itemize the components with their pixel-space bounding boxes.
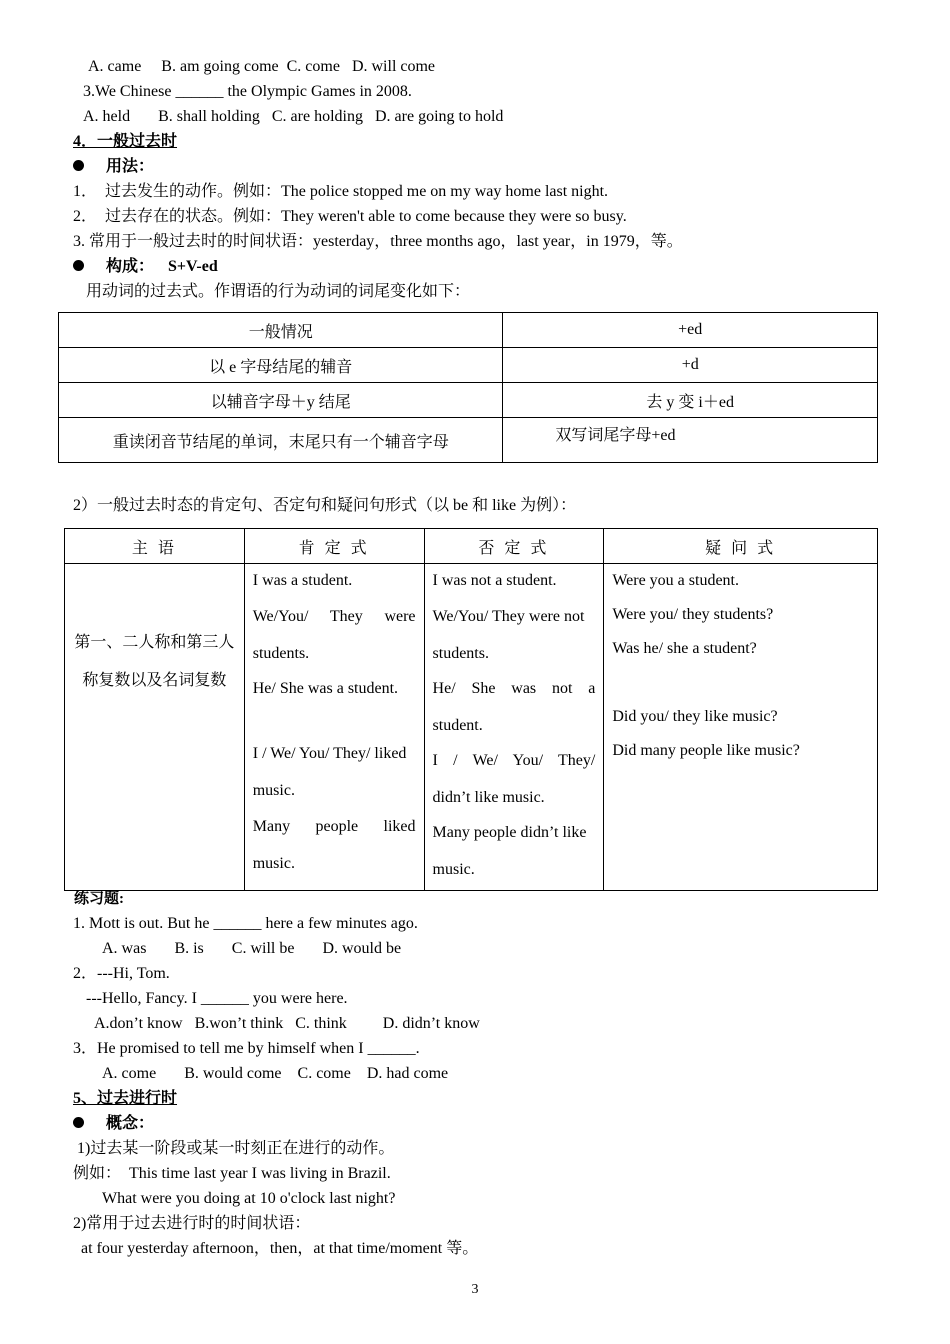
header-affirmative: 肯 定 式 xyxy=(244,529,424,564)
rule-change: +ed xyxy=(503,313,878,348)
bullet-icon xyxy=(73,1117,84,1128)
section-5-line: 2)常用于过去进行时的时间状语： xyxy=(73,1215,311,1232)
usage-label: 用法： xyxy=(106,158,155,175)
past-tense-forms-table xyxy=(64,528,878,891)
negative-line: music. xyxy=(432,861,475,878)
affirmative-line: He/ She was a student. xyxy=(252,680,399,697)
q3-options: A. held B. shall holding C. are holding D. are going to hold xyxy=(83,108,504,125)
affirmative-line: We/You/ They were xyxy=(252,608,416,625)
exercise-line: ---Hello, Fancy. I ______ you were here. xyxy=(86,990,348,1007)
exercise-line: 1. Mott is out. But he ______ here a few minutes ago. xyxy=(73,915,418,932)
form-desc: 用动词的过去式。作谓语的行为动词的词尾变化如下： xyxy=(86,283,471,300)
negative-line: I / We/ You/ They/ xyxy=(432,752,596,769)
section-5-title: 5、过去进行时 xyxy=(73,1090,178,1107)
question-line: Did you/ they like music? xyxy=(612,708,778,725)
rule-case: 以辅音字母＋y 结尾 xyxy=(59,383,503,418)
exercise-line: 3．He promised to tell me by himself when I ______. xyxy=(73,1040,420,1057)
form-label: 构成： xyxy=(106,258,155,275)
table-row xyxy=(59,383,878,418)
table-row xyxy=(59,313,878,348)
header-negative: 否 定 式 xyxy=(424,529,604,564)
subject-cell xyxy=(65,564,245,891)
q3-stem: 3.We Chinese ______ the Olympic Games in 2008. xyxy=(83,83,412,100)
bullet-icon xyxy=(73,160,84,171)
section-5-line: at four yesterday afternoon，then，at that time/moment 等。 xyxy=(81,1240,479,1257)
forms-intro: 2）一般过去时态的肯定句、否定句和疑问句形式（以 be 和 like 为例）： xyxy=(73,497,577,514)
exercise-line: 2．---Hi, Tom. xyxy=(73,965,170,982)
concept-label: 概念： xyxy=(106,1115,155,1132)
negative-line: student. xyxy=(432,717,483,734)
negative-line: didn’t like music. xyxy=(432,789,545,806)
exercise-line: A.don’t know B.won’t think C. think D. didn’t know xyxy=(94,1015,480,1032)
negative-line: students. xyxy=(432,645,489,662)
ed-rules-table xyxy=(58,312,878,463)
rule-case: 重读闭音节结尾的单词，末尾只有一个辅音字母 xyxy=(59,418,503,463)
affirmative-cell xyxy=(244,564,424,891)
rule-case: 以 e 字母结尾的辅音 xyxy=(59,348,503,383)
question-line: Was he/ she a student? xyxy=(612,640,757,657)
negative-line: He/ She was not a xyxy=(432,680,596,697)
concept-heading xyxy=(73,1114,154,1134)
negative-line: We/You/ They were not xyxy=(432,608,585,625)
question-cell xyxy=(604,564,878,891)
bullet-icon xyxy=(73,260,84,271)
table-row xyxy=(65,564,878,891)
usage-line-2: 2． 过去存在的状态。例如：They weren't able to come because they were so busy. xyxy=(73,208,627,225)
negative-cell xyxy=(424,564,604,891)
question-line: Did many people like music? xyxy=(612,742,800,759)
affirmative-line: music. xyxy=(252,782,295,799)
form-heading xyxy=(73,257,218,277)
subject-line: 第一、二人称和第三人 xyxy=(74,634,235,651)
page-number: 3 xyxy=(471,1282,479,1297)
question-line xyxy=(612,662,869,704)
table-header-row xyxy=(65,529,878,564)
negative-line: I was not a student. xyxy=(432,572,557,589)
section-4-title: 4．一般过去时 xyxy=(73,133,178,150)
affirmative-line: music. xyxy=(252,855,295,872)
affirmative-line xyxy=(253,710,416,736)
section-5-line: What were you doing at 10 o'clock last night? xyxy=(102,1190,396,1207)
question-line: Were you a student. xyxy=(612,572,739,589)
usage-heading xyxy=(73,157,154,177)
exercise-line: A. come B. would come C. come D. had come xyxy=(102,1065,449,1082)
table-row xyxy=(59,418,878,463)
header-subject: 主 语 xyxy=(65,529,245,564)
usage-line-1: 1． 过去发生的动作。例如：The police stopped me on my way home last night. xyxy=(73,183,609,200)
rule-change: 双写词尾字母+ed xyxy=(503,418,878,463)
q2-options: A. came B. am going come C. come D. will come xyxy=(88,58,436,75)
exercise-label: 练习题: xyxy=(74,891,124,907)
section-5-line: 1)过去某一阶段或某一时刻正在进行的动作。 xyxy=(77,1140,395,1157)
question-line: Were you/ they students? xyxy=(612,606,774,623)
rule-case: 一般情况 xyxy=(59,313,503,348)
affirmative-line: students. xyxy=(252,645,310,662)
affirmative-line: I was a student. xyxy=(252,572,353,589)
rule-change: 去 y 变 i＋ed xyxy=(503,383,878,418)
section-5-line: 例如： This time last year I was living in Brazil. xyxy=(73,1165,391,1182)
affirmative-line: Many people liked xyxy=(252,818,416,835)
rule-change: +d xyxy=(503,348,878,383)
exercise-line: A. was B. is C. will be D. would be xyxy=(102,940,402,957)
table-row xyxy=(59,348,878,383)
subject-line: 称复数以及名词复数 xyxy=(82,672,227,689)
form-value: S+V-ed xyxy=(168,258,218,275)
affirmative-line: I / We/ You/ They/ liked xyxy=(252,745,407,762)
usage-line-3: 3. 常用于一般过去时的时间状语：yesterday，three months ago，last year，in 1979，等。 xyxy=(73,233,683,250)
header-question: 疑 问 式 xyxy=(604,529,878,564)
negative-line: Many people didn’t like xyxy=(432,824,587,841)
